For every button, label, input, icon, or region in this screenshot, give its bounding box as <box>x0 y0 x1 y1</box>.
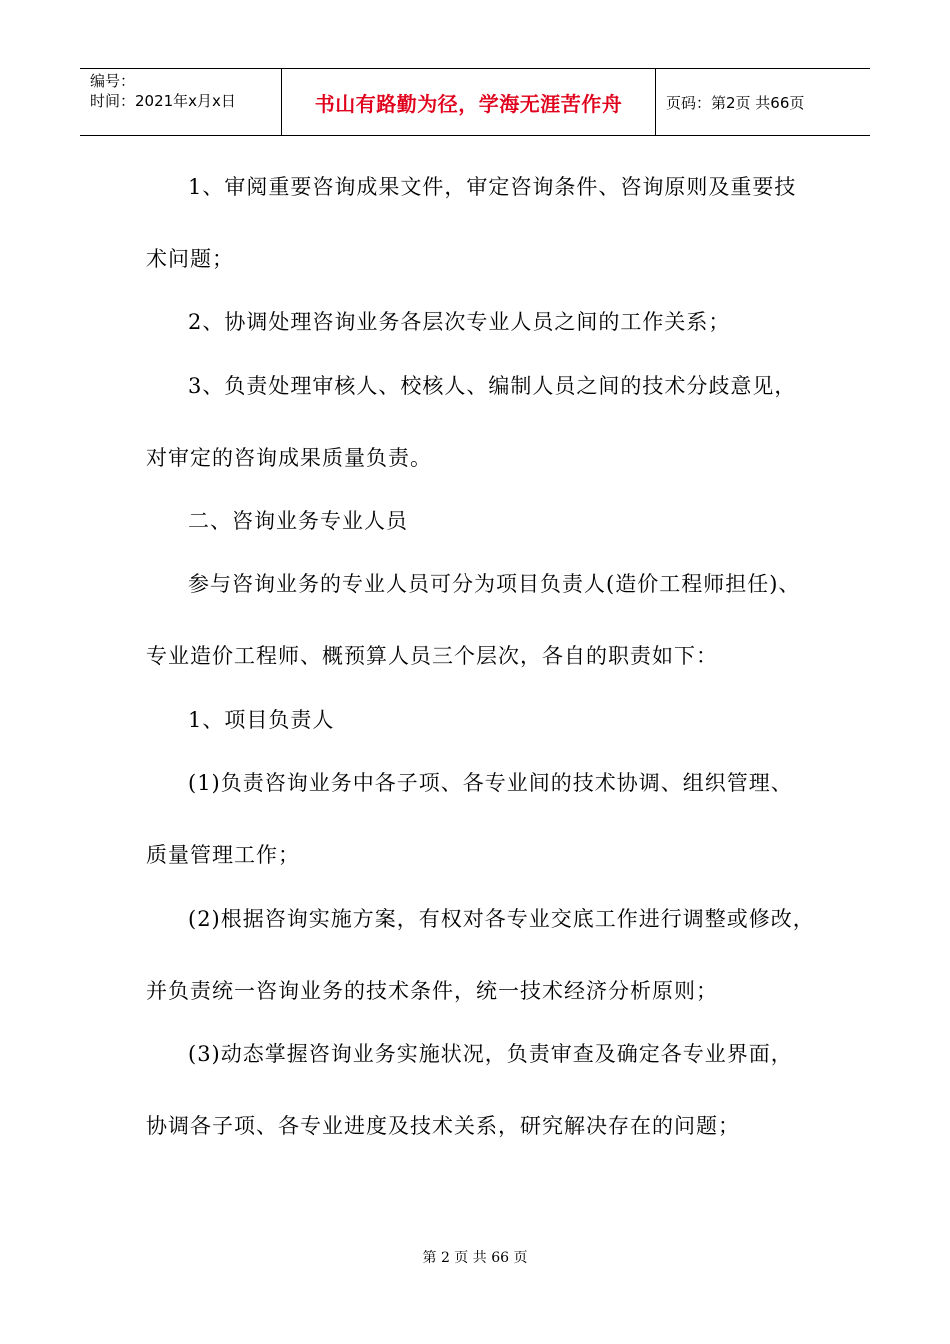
body-line-15: 协调各子项、各专业进度及技术关系，研究解决存在的问题； <box>146 1114 740 1138</box>
body-line-8: 专业造价工程师、概预算人员三个层次，各自的职责如下： <box>146 644 718 668</box>
header-meta <box>80 69 282 135</box>
body-line-13: 并负责统一咨询业务的技术条件，统一技术经济分析原则； <box>146 979 718 1003</box>
header-motto: 书山有路勤为径，学海无涯苦作舟 <box>314 91 623 116</box>
body-line-1: 1、审阅重要咨询成果文件，审定咨询条件、咨询原则及重要技 <box>188 175 797 199</box>
body-line-7: 参与咨询业务的专业人员可分为项目负责人(造价工程师担任)、 <box>188 572 801 596</box>
body-line-12: (2)根据咨询实施方案，有权对各专业交底工作进行调整或修改， <box>188 907 815 931</box>
body-line-5: 对审定的咨询成果质量负责。 <box>146 446 432 470</box>
document-number: 编号： <box>90 72 136 90</box>
subsection-heading: 1、项目负责人 <box>188 708 335 732</box>
body-line-2: 术问题； <box>146 247 234 271</box>
body-line-11: 质量管理工作； <box>146 843 300 867</box>
page-header <box>80 68 870 136</box>
document-date: 时间：2021年x月x日 <box>90 92 236 110</box>
body-line-4: 3、负责处理审核人、校核人、编制人员之间的技术分歧意见， <box>188 374 797 398</box>
section-heading: 二、咨询业务专业人员 <box>188 509 408 533</box>
header-page-number: 页码：第2页 共66页 <box>666 93 805 112</box>
page-footer: 第 2 页 共 66 页 <box>422 1250 528 1266</box>
body-line-3: 2、协调处理咨询业务各层次专业人员之间的工作关系； <box>188 310 731 334</box>
body-line-10: (1)负责咨询业务中各子项、各专业间的技术协调、组织管理、 <box>188 771 793 795</box>
header-motto-cell <box>282 69 656 135</box>
body-line-14: (3)动态掌握咨询业务实施状况，负责审查及确定各专业界面， <box>188 1042 793 1066</box>
